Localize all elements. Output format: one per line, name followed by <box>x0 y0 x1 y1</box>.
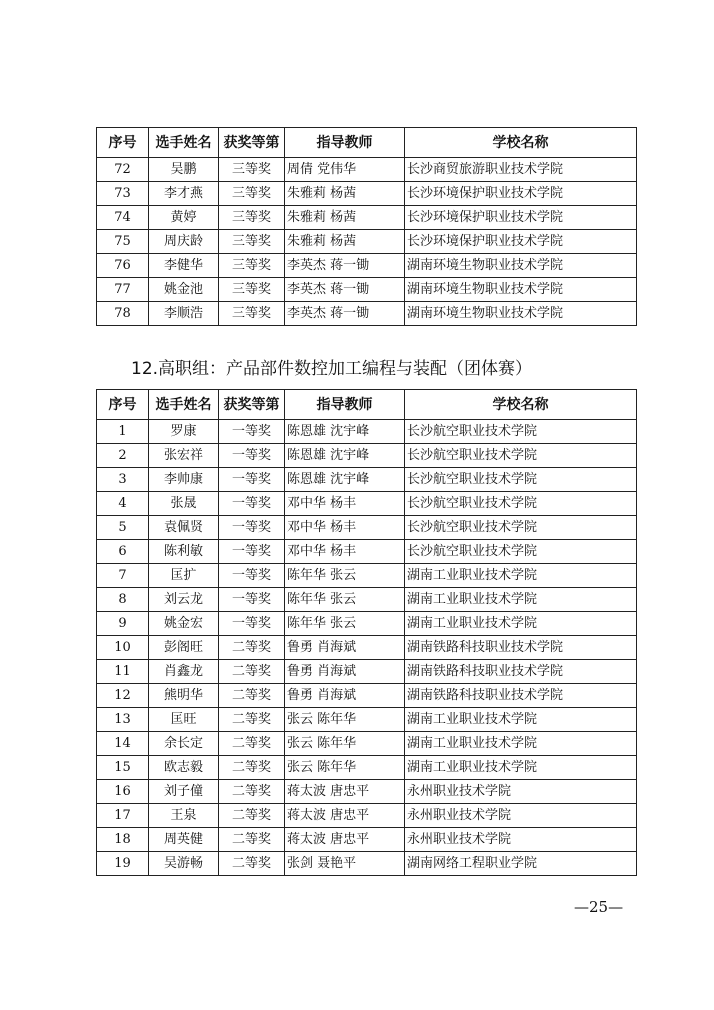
page-number: —25— <box>574 898 624 916</box>
cell-award: 二等奖 <box>219 732 285 756</box>
header-school: 学校名称 <box>405 390 637 420</box>
cell-school: 湖南铁路科技职业技术学院 <box>405 684 637 708</box>
cell-school: 长沙商贸旅游职业技术学院 <box>405 158 637 182</box>
cell-teacher: 朱雅莉 杨茜 <box>285 182 405 206</box>
award-table-bottom <box>96 389 637 876</box>
cell-contestant: 李帅康 <box>149 468 219 492</box>
cell-contestant: 匡旺 <box>149 708 219 732</box>
table-row <box>97 828 637 852</box>
cell-award: 二等奖 <box>219 780 285 804</box>
cell-contestant: 周英健 <box>149 828 219 852</box>
cell-index: 17 <box>97 804 149 828</box>
table-row <box>97 182 637 206</box>
cell-award: 二等奖 <box>219 660 285 684</box>
cell-award: 一等奖 <box>219 516 285 540</box>
cell-contestant: 刘云龙 <box>149 588 219 612</box>
header-school: 学校名称 <box>405 128 637 158</box>
cell-teacher: 张云 陈年华 <box>285 732 405 756</box>
cell-award: 一等奖 <box>219 468 285 492</box>
cell-school: 长沙环境保护职业技术学院 <box>405 182 637 206</box>
cell-award: 一等奖 <box>219 564 285 588</box>
cell-school: 湖南工业职业技术学院 <box>405 732 637 756</box>
cell-award: 一等奖 <box>219 444 285 468</box>
header-contestant: 选手姓名 <box>149 128 219 158</box>
cell-index: 10 <box>97 636 149 660</box>
cell-contestant: 张宏祥 <box>149 444 219 468</box>
table-row <box>97 254 637 278</box>
cell-index: 18 <box>97 828 149 852</box>
cell-index: 72 <box>97 158 149 182</box>
table-header-row <box>97 128 637 158</box>
cell-contestant: 肖鑫龙 <box>149 660 219 684</box>
table-row <box>97 206 637 230</box>
cell-contestant: 李健华 <box>149 254 219 278</box>
header-contestant: 选手姓名 <box>149 390 219 420</box>
cell-contestant: 熊明华 <box>149 684 219 708</box>
cell-school: 湖南铁路科技职业技术学院 <box>405 660 637 684</box>
header-teacher: 指导教师 <box>285 128 405 158</box>
cell-index: 74 <box>97 206 149 230</box>
header-index: 序号 <box>97 390 149 420</box>
header-award: 获奖等第 <box>219 390 285 420</box>
cell-award: 三等奖 <box>219 206 285 230</box>
cell-award: 二等奖 <box>219 636 285 660</box>
table-row <box>97 852 637 876</box>
cell-teacher: 鲁勇 肖海斌 <box>285 636 405 660</box>
cell-contestant: 张晟 <box>149 492 219 516</box>
table-row <box>97 468 637 492</box>
table-row <box>97 492 637 516</box>
cell-teacher: 陈年华 张云 <box>285 588 405 612</box>
cell-teacher: 张云 陈年华 <box>285 756 405 780</box>
cell-school: 湖南环境生物职业技术学院 <box>405 278 637 302</box>
table-row <box>97 780 637 804</box>
header-index: 序号 <box>97 128 149 158</box>
table-row <box>97 732 637 756</box>
cell-contestant: 姚金池 <box>149 278 219 302</box>
cell-teacher: 蒋太波 唐忠平 <box>285 828 405 852</box>
cell-award: 三等奖 <box>219 302 285 326</box>
header-award: 获奖等第 <box>219 128 285 158</box>
cell-award: 一等奖 <box>219 492 285 516</box>
cell-teacher: 陈年华 张云 <box>285 612 405 636</box>
cell-index: 15 <box>97 756 149 780</box>
cell-teacher: 蒋太波 唐忠平 <box>285 804 405 828</box>
cell-teacher: 邓中华 杨丰 <box>285 516 405 540</box>
cell-school: 湖南工业职业技术学院 <box>405 756 637 780</box>
cell-school: 长沙航空职业技术学院 <box>405 492 637 516</box>
cell-teacher: 李英杰 蒋一锄 <box>285 278 405 302</box>
cell-award: 一等奖 <box>219 420 285 444</box>
cell-teacher: 张剑 聂艳平 <box>285 852 405 876</box>
cell-award: 三等奖 <box>219 230 285 254</box>
cell-school: 长沙航空职业技术学院 <box>405 468 637 492</box>
cell-school: 长沙航空职业技术学院 <box>405 516 637 540</box>
cell-award: 二等奖 <box>219 804 285 828</box>
cell-school: 长沙环境保护职业技术学院 <box>405 230 637 254</box>
cell-teacher: 李英杰 蒋一锄 <box>285 302 405 326</box>
cell-contestant: 姚金宏 <box>149 612 219 636</box>
cell-contestant: 李顺浩 <box>149 302 219 326</box>
cell-teacher: 鲁勇 肖海斌 <box>285 660 405 684</box>
cell-contestant: 袁佩贤 <box>149 516 219 540</box>
header-teacher: 指导教师 <box>285 390 405 420</box>
cell-school: 湖南铁路科技职业技术学院 <box>405 636 637 660</box>
cell-index: 3 <box>97 468 149 492</box>
cell-contestant: 王泉 <box>149 804 219 828</box>
table-row <box>97 302 637 326</box>
cell-school: 湖南工业职业技术学院 <box>405 708 637 732</box>
cell-index: 5 <box>97 516 149 540</box>
cell-contestant: 周庆龄 <box>149 230 219 254</box>
cell-school: 湖南工业职业技术学院 <box>405 612 637 636</box>
cell-award: 二等奖 <box>219 684 285 708</box>
cell-teacher: 朱雅莉 杨茜 <box>285 230 405 254</box>
cell-index: 11 <box>97 660 149 684</box>
cell-index: 8 <box>97 588 149 612</box>
cell-index: 4 <box>97 492 149 516</box>
cell-index: 14 <box>97 732 149 756</box>
cell-teacher: 陈恩雄 沈宇峰 <box>285 420 405 444</box>
cell-contestant: 吴鹏 <box>149 158 219 182</box>
cell-contestant: 李才燕 <box>149 182 219 206</box>
cell-index: 7 <box>97 564 149 588</box>
cell-award: 三等奖 <box>219 254 285 278</box>
cell-index: 9 <box>97 612 149 636</box>
cell-school: 长沙航空职业技术学院 <box>405 444 637 468</box>
cell-contestant: 欧志毅 <box>149 756 219 780</box>
cell-index: 16 <box>97 780 149 804</box>
cell-contestant: 刘子僮 <box>149 780 219 804</box>
cell-award: 一等奖 <box>219 588 285 612</box>
cell-teacher: 蒋太波 唐忠平 <box>285 780 405 804</box>
cell-teacher: 陈恩雄 沈宇峰 <box>285 444 405 468</box>
table-row <box>97 158 637 182</box>
table-row <box>97 278 637 302</box>
cell-index: 77 <box>97 278 149 302</box>
cell-index: 6 <box>97 540 149 564</box>
cell-school: 永州职业技术学院 <box>405 828 637 852</box>
table-row <box>97 636 637 660</box>
cell-award: 一等奖 <box>219 612 285 636</box>
cell-contestant: 匡扩 <box>149 564 219 588</box>
table-row <box>97 588 637 612</box>
table-row <box>97 540 637 564</box>
cell-award: 二等奖 <box>219 756 285 780</box>
cell-teacher: 邓中华 杨丰 <box>285 540 405 564</box>
cell-award: 三等奖 <box>219 158 285 182</box>
cell-teacher: 陈年华 张云 <box>285 564 405 588</box>
cell-index: 78 <box>97 302 149 326</box>
cell-award: 二等奖 <box>219 708 285 732</box>
table-row <box>97 804 637 828</box>
cell-school: 湖南网络工程职业学院 <box>405 852 637 876</box>
cell-contestant: 罗康 <box>149 420 219 444</box>
table-row <box>97 660 637 684</box>
cell-school: 湖南工业职业技术学院 <box>405 564 637 588</box>
cell-index: 73 <box>97 182 149 206</box>
cell-school: 长沙航空职业技术学院 <box>405 420 637 444</box>
cell-teacher: 李英杰 蒋一锄 <box>285 254 405 278</box>
cell-index: 19 <box>97 852 149 876</box>
cell-contestant: 吴游畅 <box>149 852 219 876</box>
table-row <box>97 564 637 588</box>
cell-award: 二等奖 <box>219 828 285 852</box>
table-row <box>97 708 637 732</box>
cell-contestant: 黄婷 <box>149 206 219 230</box>
cell-school: 长沙环境保护职业技术学院 <box>405 206 637 230</box>
cell-index: 12 <box>97 684 149 708</box>
cell-school: 湖南工业职业技术学院 <box>405 588 637 612</box>
cell-teacher: 鲁勇 肖海斌 <box>285 684 405 708</box>
cell-teacher: 周倩 党伟华 <box>285 158 405 182</box>
cell-award: 一等奖 <box>219 540 285 564</box>
award-table-top <box>96 127 637 326</box>
cell-school: 永州职业技术学院 <box>405 780 637 804</box>
cell-index: 2 <box>97 444 149 468</box>
cell-teacher: 朱雅莉 杨茜 <box>285 206 405 230</box>
cell-school: 永州职业技术学院 <box>405 804 637 828</box>
cell-contestant: 陈利敏 <box>149 540 219 564</box>
table-row <box>97 756 637 780</box>
cell-school: 湖南环境生物职业技术学院 <box>405 302 637 326</box>
cell-school: 湖南环境生物职业技术学院 <box>405 254 637 278</box>
cell-teacher: 张云 陈年华 <box>285 708 405 732</box>
cell-award: 三等奖 <box>219 182 285 206</box>
table-row <box>97 684 637 708</box>
table-row <box>97 516 637 540</box>
cell-school: 长沙航空职业技术学院 <box>405 540 637 564</box>
cell-award: 三等奖 <box>219 278 285 302</box>
table-header-row <box>97 390 637 420</box>
cell-award: 二等奖 <box>219 852 285 876</box>
table-row <box>97 230 637 254</box>
cell-teacher: 陈恩雄 沈宇峰 <box>285 468 405 492</box>
table-row <box>97 444 637 468</box>
cell-index: 76 <box>97 254 149 278</box>
table-row <box>97 612 637 636</box>
section-title: 12.高职组：产品部件数控加工编程与装配（团体赛） <box>131 359 533 379</box>
cell-teacher: 邓中华 杨丰 <box>285 492 405 516</box>
cell-contestant: 余长定 <box>149 732 219 756</box>
cell-index: 75 <box>97 230 149 254</box>
cell-index: 1 <box>97 420 149 444</box>
cell-contestant: 彭阁旺 <box>149 636 219 660</box>
table-row <box>97 420 637 444</box>
cell-index: 13 <box>97 708 149 732</box>
